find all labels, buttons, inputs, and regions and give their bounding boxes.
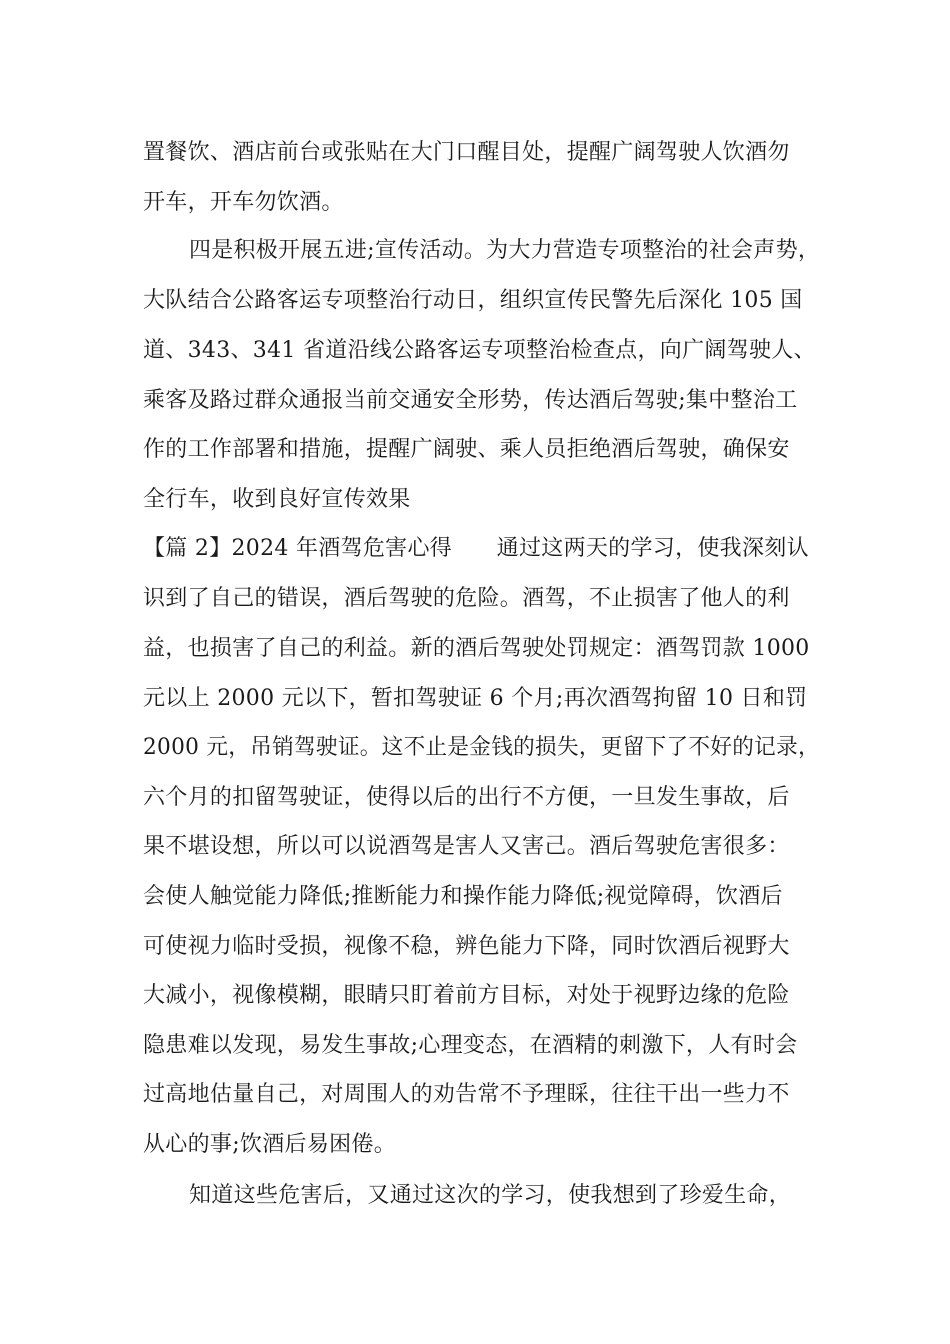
text-line: 隐患难以发现，易发生事故;心理变态，在酒精的刺激下，人有时会 bbox=[143, 1033, 798, 1058]
text-line: 大队结合公路客运专项整治行动日，组织宣传民警先后深化 105 国 bbox=[143, 288, 803, 313]
text-line: 六个月的扣留驾驶证，使得以后的出行不方便，一旦发生事故，后 bbox=[143, 785, 790, 810]
text-line: 开车，开车勿饮酒。 bbox=[143, 190, 344, 215]
section-heading-line: 【篇 2】2024 年酒驾危害心得 通过这两天的学习，使我深刻认 bbox=[143, 536, 809, 561]
text-line: 会使人触觉能力降低;推断能力和操作能力降低;视觉障碍，饮酒后 bbox=[143, 884, 783, 909]
text-line: 作的工作部署和措施，提醒广阔驶、乘人员拒绝酒后驾驶，确保安 bbox=[143, 437, 790, 462]
text-line: 知道这些危害后，又通过这次的学习，使我想到了珍爱生命， bbox=[189, 1183, 792, 1208]
text-line: 从心的事;饮酒后易困倦。 bbox=[143, 1132, 397, 1157]
text-line: 乘客及路过群众通报当前交通安全形势，传达酒后驾驶;集中整治工 bbox=[143, 388, 798, 413]
text-line: 四是积极开展五进;宣传活动。为大力营造专项整治的社会声势， bbox=[189, 238, 821, 263]
text-line: 过高地估量自己，对周围人的劝告常不予理睬，往往干出一些力不 bbox=[143, 1082, 790, 1107]
text-line: 大减小，视像模糊，眼睛只盯着前方目标，对处于视野边缘的危险 bbox=[143, 983, 790, 1008]
text-line: 识到了自己的错误，酒后驾驶的危险。酒驾，不止损害了他人的利 bbox=[143, 586, 790, 611]
text-line: 2000 元，吊销驾驶证。这不止是金钱的损失，更留下了不好的记录， bbox=[143, 735, 820, 760]
text-line: 全行车，收到良好宣传效果 bbox=[143, 487, 411, 512]
text-line: 置餐饮、酒店前台或张贴在大门口醒目处，提醒广阔驾驶人饮酒勿 bbox=[143, 140, 790, 165]
text-line: 元以上 2000 元以下，暂扣驾驶证 6 个月;再次酒驾拘留 10 日和罚 bbox=[143, 686, 808, 711]
text-line: 可使视力临时受损，视像不稳，辨色能力下降，同时饮酒后视野大 bbox=[143, 934, 790, 959]
text-line: 道、343、341 省道沿线公路客运专项整治检查点，向广阔驾驶人、 bbox=[143, 338, 816, 363]
text-line: 果不堪设想，所以可以说酒驾是害人又害己。酒后驾驶危害很多： bbox=[143, 834, 790, 859]
text-line: 益，也损害了自己的利益。新的酒后驾驶处罚规定：酒驾罚款 1000 bbox=[143, 636, 810, 661]
